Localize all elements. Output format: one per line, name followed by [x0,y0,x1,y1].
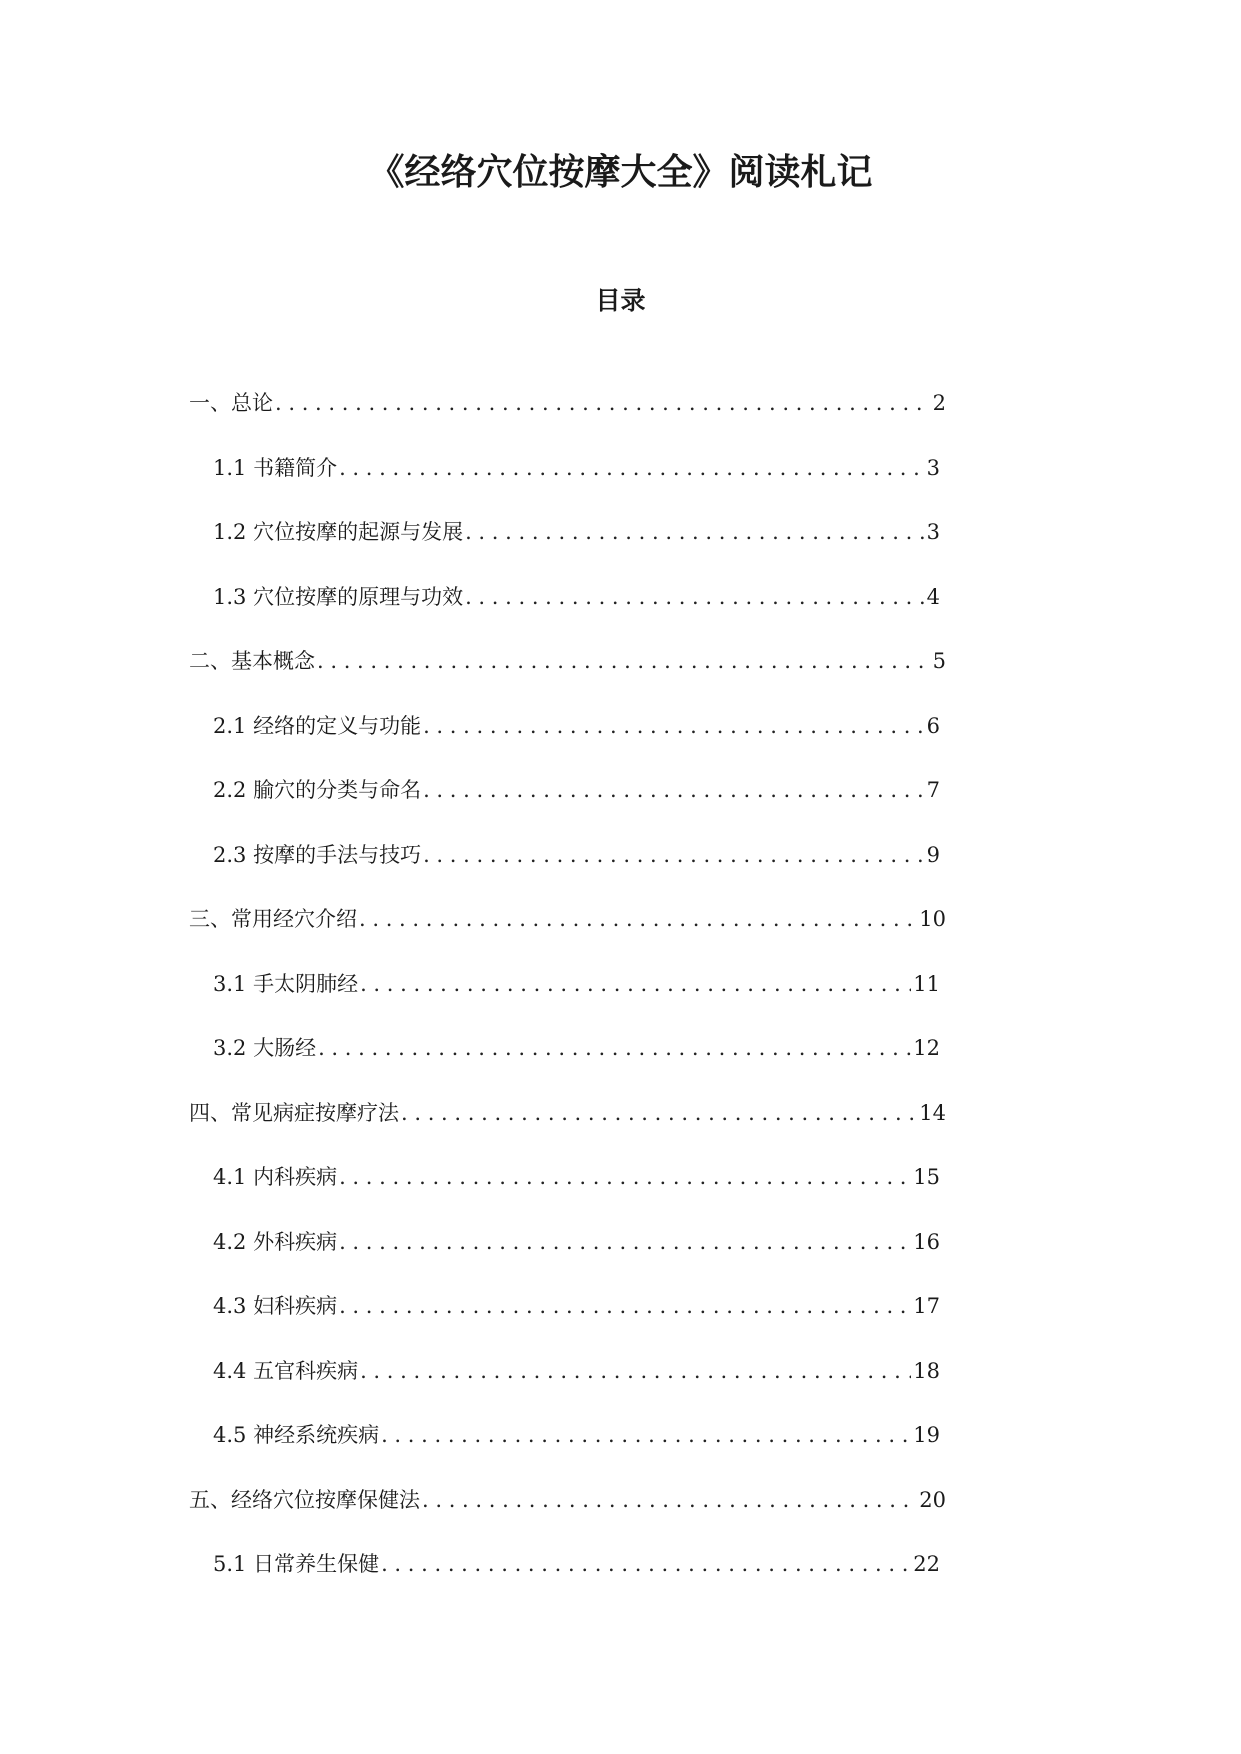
toc-entry-page-number: 18 [913,1359,940,1383]
toc-entry-page-number: 15 [913,1165,940,1189]
toc-entry[interactable] [189,901,946,937]
toc-entry-label: 4.2 外科疾病 [213,1230,338,1254]
toc-dot-leader [275,385,931,421]
toc-entry-label: 3.1 手太阴肺经 [213,972,359,996]
toc-entry-label: 2.2 腧穴的分类与命名 [213,778,422,802]
toc-entry[interactable] [213,708,940,744]
toc-entry-label: 3.2 大肠经 [213,1036,317,1060]
toc-entry[interactable] [213,966,940,1002]
toc-entry-page-number: 5 [932,649,946,673]
toc-entry[interactable] [213,1546,940,1582]
toc-dot-leader [422,1482,917,1518]
toc-dot-leader [339,1159,911,1195]
toc-entry[interactable] [189,385,946,421]
toc-entry-label: 4.1 内科疾病 [213,1165,338,1189]
toc-dot-leader [423,708,925,744]
toc-dot-leader [401,1095,917,1131]
toc-dot-leader [381,1417,911,1453]
toc-entry-page-number: 6 [926,714,940,738]
toc-dot-leader [360,1353,911,1389]
toc-entry[interactable] [213,1288,940,1324]
toc-entry-label: 4.5 神经系统疾病 [213,1423,380,1447]
toc-dot-leader [381,1546,911,1582]
toc-entry[interactable] [213,1224,940,1260]
toc-dot-leader [465,579,925,615]
document-title: 《经络穴位按摩大全》阅读札记 [368,152,873,193]
toc-entry-page-number: 3 [926,520,940,544]
toc-entry-page-number: 22 [913,1552,940,1576]
toc-dot-leader [465,514,925,550]
toc-entry-label: 五、经络穴位按摩保健法 [189,1488,420,1512]
toc-dot-leader [423,772,925,808]
toc-dot-leader [359,901,917,937]
toc-entry-label: 1.3 穴位按摩的原理与功效 [213,585,464,609]
toc-dot-leader [339,450,925,486]
toc-entry[interactable] [189,1482,946,1518]
toc-entry-page-number: 4 [926,585,940,609]
toc-entry-page-number: 2 [932,391,946,415]
toc-entry-page-number: 7 [926,778,940,802]
toc-heading: 目录 [595,286,646,315]
toc-dot-leader [318,1030,911,1066]
toc-dot-leader [339,1224,911,1260]
toc-entry-page-number: 19 [913,1423,940,1447]
toc-entry-page-number: 20 [919,1488,946,1512]
toc-entry[interactable] [213,772,940,808]
toc-entry-label: 4.4 五官科疾病 [213,1359,359,1383]
toc-entry[interactable] [213,514,940,550]
toc-entry-label: 2.1 经络的定义与功能 [213,714,422,738]
toc-entry-page-number: 16 [913,1230,940,1254]
toc-entry[interactable] [213,579,940,615]
toc-entry-label: 1.2 穴位按摩的起源与发展 [213,520,464,544]
toc-entry-page-number: 3 [926,456,940,480]
toc-entry-page-number: 11 [913,972,940,996]
toc-entry-page-number: 17 [913,1294,940,1318]
toc-entry[interactable] [213,450,940,486]
toc-dot-leader [360,966,911,1002]
toc-entry-label: 一、总论 [189,391,273,415]
toc-dot-leader [339,1288,911,1324]
toc-entry[interactable] [213,1353,940,1389]
toc-entry-page-number: 12 [913,1036,940,1060]
toc-entry[interactable] [189,643,946,679]
toc-entry[interactable] [213,1417,940,1453]
toc-entry-label: 5.1 日常养生保健 [213,1552,380,1576]
toc-dot-leader [317,643,931,679]
toc-entry-label: 三、常用经穴介绍 [189,907,357,931]
toc-entry-page-number: 10 [919,907,946,931]
toc-entry-label: 二、基本概念 [189,649,315,673]
toc-dot-leader [423,837,925,873]
toc-entry-page-number: 14 [919,1101,946,1125]
toc-entry-label: 1.1 书籍简介 [213,456,338,480]
toc-entry-label: 四、常见病症按摩疗法 [189,1101,399,1125]
toc-entry[interactable] [213,837,940,873]
toc-entry[interactable] [213,1159,940,1195]
toc-entry-page-number: 9 [926,843,940,867]
toc-entry[interactable] [189,1095,946,1131]
toc-entry[interactable] [213,1030,940,1066]
toc-entry-label: 2.3 按摩的手法与技巧 [213,843,422,867]
toc-entry-label: 4.3 妇科疾病 [213,1294,338,1318]
